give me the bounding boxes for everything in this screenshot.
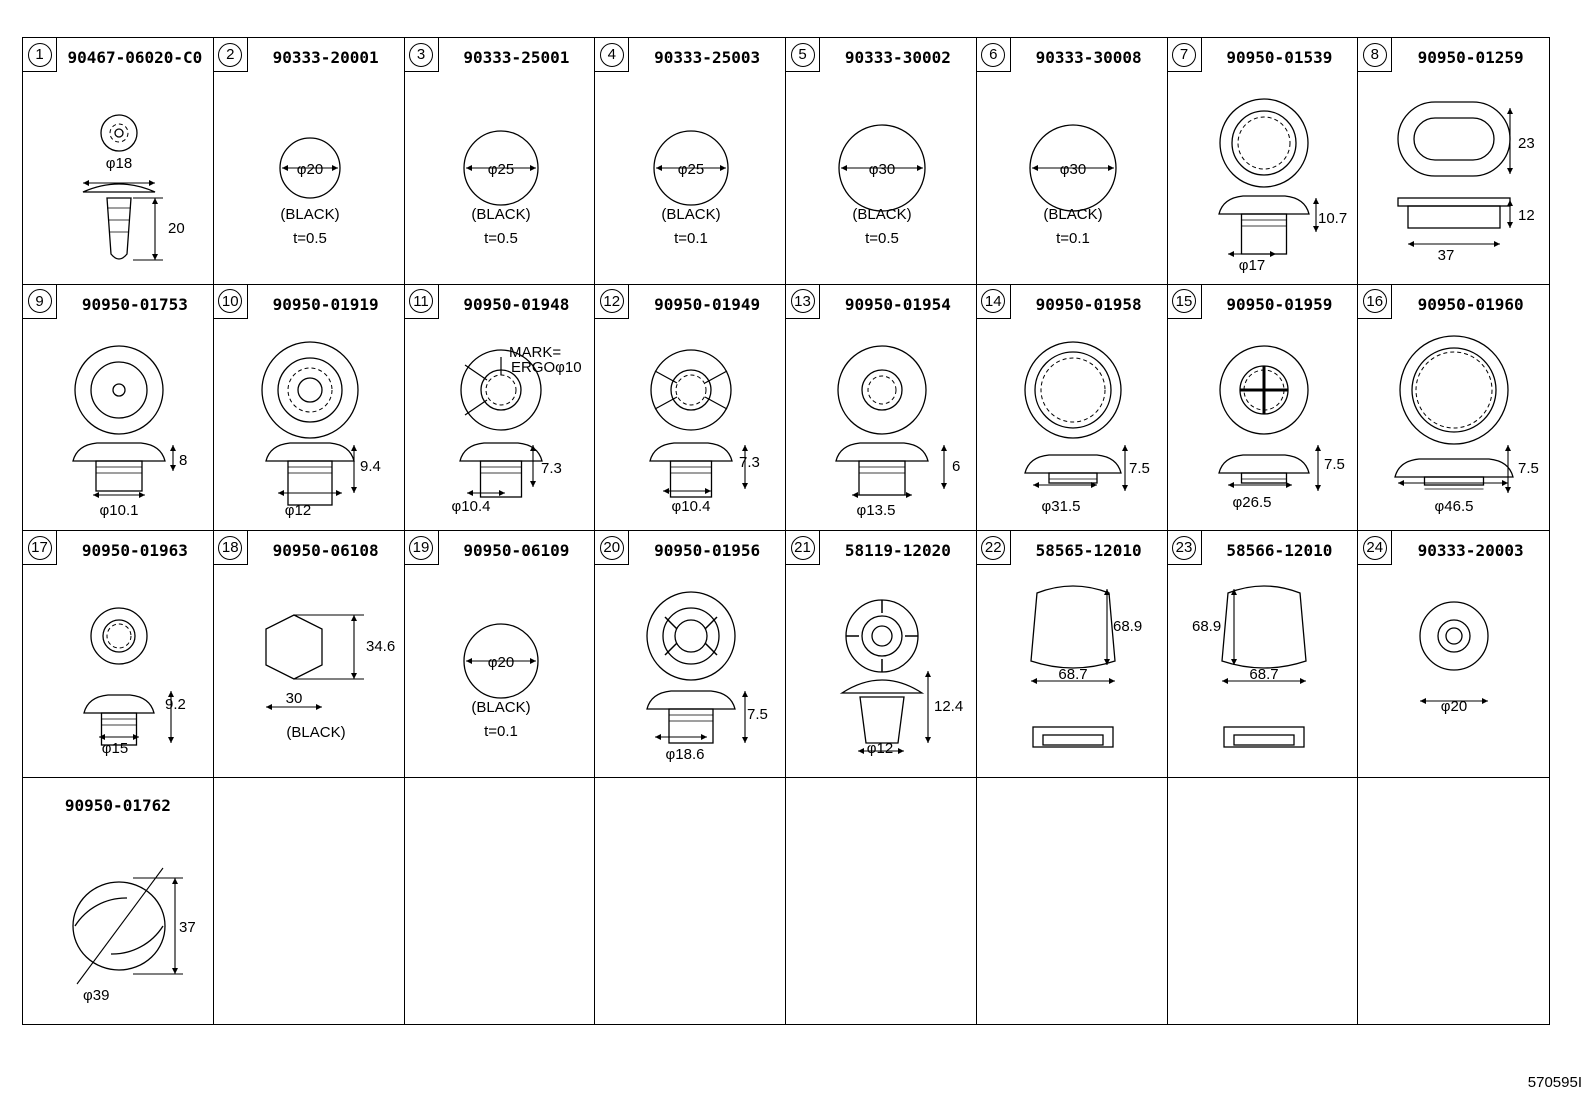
part-number: 90950-01949: [654, 294, 761, 314]
part-cell: [786, 531, 977, 778]
part-cell: [23, 38, 214, 285]
part-cell: [786, 38, 977, 285]
dimension-label: 12.4: [934, 698, 964, 715]
part-number: 90950-01259: [1417, 48, 1524, 67]
part-cell: [214, 38, 405, 285]
part-drawing: [977, 531, 1168, 778]
part-number: 58119-12020: [844, 541, 951, 560]
dimension-label: φ18: [105, 155, 133, 172]
dimension-label: 7.5: [1518, 459, 1540, 477]
dimension-label: (BLACK): [661, 206, 721, 223]
part-cell: [595, 38, 786, 285]
index-number: 17: [28, 536, 52, 560]
dimension-label: 7.5: [1128, 459, 1150, 477]
dimension-label: 12: [1518, 207, 1535, 224]
part-number: 90333-25003: [654, 48, 761, 67]
dimension-label: φ25: [678, 161, 705, 178]
empty-cell: [1168, 778, 1359, 1025]
part-number: 90950-01948: [463, 294, 570, 314]
empty-cell: [1358, 778, 1549, 1025]
dimension-label: 7.3: [739, 453, 761, 471]
dimension-label: t=0.1: [674, 230, 709, 247]
part-drawing: [595, 531, 786, 778]
part-cell: [977, 285, 1168, 532]
dimension-label: t=0.5: [292, 230, 327, 247]
empty-cell: [786, 778, 977, 1025]
part-number: 58565-12010: [1035, 541, 1142, 560]
dimension-label: (BLACK): [852, 206, 912, 223]
index-number: 18: [218, 536, 242, 560]
dimension-label: φ26.5: [1232, 493, 1271, 511]
part-number: 90950-06109: [463, 541, 570, 560]
index-number: 22: [981, 536, 1005, 560]
part-cell: [405, 531, 596, 778]
part-number: 58566-12010: [1226, 541, 1333, 560]
part-cell: [23, 285, 214, 532]
dimension-label: 37: [179, 918, 196, 936]
index-number: 21: [791, 536, 815, 560]
dimension-label: φ20: [1441, 698, 1468, 715]
part-number: 90333-20001: [272, 48, 379, 67]
dimension-label: (BLACK): [470, 206, 531, 223]
part-number: 90467-06020-C0: [67, 48, 203, 67]
dimension-label: 20: [168, 220, 185, 237]
part-cell: [1358, 531, 1549, 778]
empty-cell: [595, 778, 786, 1025]
dimension-label: φ30: [868, 161, 896, 178]
part-cell: [214, 285, 405, 532]
index-number: 16: [1363, 289, 1387, 313]
part-cell: [1168, 531, 1359, 778]
part-number: 90333-30002: [844, 48, 951, 67]
dimension-label: 8: [179, 451, 188, 469]
part-drawing: [595, 285, 786, 532]
part-number: 90333-30008: [1035, 48, 1142, 67]
dimension-label: 68.7: [1058, 666, 1088, 683]
dimension-label: 68.9: [1191, 618, 1221, 635]
part-drawing: [977, 285, 1168, 532]
index-number: 10: [218, 289, 242, 313]
part-cell: [405, 38, 596, 285]
part-drawing: [977, 38, 1168, 285]
index-number: 4: [600, 43, 624, 67]
part-cell: [595, 285, 786, 532]
empty-cell: [977, 778, 1168, 1025]
index-number: 14: [981, 289, 1005, 313]
part-number: 90950-01959: [1226, 294, 1333, 314]
dimension-label: φ18.6: [665, 746, 705, 763]
part-drawing: [1358, 531, 1549, 778]
index-number: 7: [1172, 43, 1196, 67]
dimension-label: (BLACK): [470, 699, 531, 716]
dimension-label: φ39: [83, 986, 110, 1004]
dimension-label: t=0.1: [483, 723, 518, 740]
part-number: 90950-01762: [64, 795, 171, 815]
dimension-label: ERGOφ10: [510, 358, 582, 376]
part-cell: [595, 531, 786, 778]
dimension-label: φ31.5: [1041, 497, 1081, 515]
index-number: 8: [1363, 43, 1387, 67]
dimension-label: t=0.5: [865, 230, 899, 247]
part-drawing: [214, 285, 405, 532]
dimension-label: 10.7: [1317, 210, 1347, 227]
part-cell: [1168, 285, 1359, 532]
dimension-label: 6: [952, 457, 961, 475]
dimension-label: 7.3: [540, 459, 562, 477]
part-drawing: [23, 38, 214, 285]
dimension-label: (BLACK): [1043, 206, 1103, 223]
part-drawing: [786, 531, 977, 778]
part-cell: [214, 531, 405, 778]
index-number: 1: [28, 43, 52, 67]
part-drawing: [595, 38, 786, 285]
part-number: 90950-01956: [654, 541, 761, 560]
dimension-label: 9.2: [165, 696, 186, 713]
dimension-label: 7.5: [747, 706, 769, 723]
part-drawing: [23, 531, 214, 778]
index-number: 9: [28, 289, 52, 313]
part-cell: [23, 778, 214, 1025]
index-number: 11: [409, 289, 433, 313]
part-drawing: [23, 285, 214, 532]
dimension-label: φ20: [487, 654, 514, 671]
dimension-label: φ10.4: [671, 497, 711, 515]
part-drawing: [405, 285, 596, 532]
dimension-label: 30: [285, 690, 303, 707]
part-drawing: [214, 531, 405, 778]
part-cell: [977, 531, 1168, 778]
part-drawing: [1168, 531, 1359, 778]
dimension-label: 34.6: [365, 638, 395, 655]
part-drawing: [214, 38, 405, 285]
part-number: 90950-01539: [1226, 48, 1333, 67]
empty-cell: [405, 778, 596, 1025]
dimension-label: φ17: [1238, 257, 1265, 274]
part-number: 90333-25001: [463, 48, 570, 67]
dimension-label: t=0.1: [1055, 230, 1090, 247]
part-cell: [23, 531, 214, 778]
part-drawing: [786, 285, 977, 532]
index-number: 15: [1172, 289, 1196, 313]
dimension-label: 68.9: [1112, 618, 1142, 635]
index-number: 6: [981, 43, 1005, 67]
parts-grid: [22, 37, 1550, 1025]
dimension-label: φ10.4: [451, 497, 490, 515]
dimension-label: 68.7: [1248, 666, 1279, 683]
index-number: 24: [1363, 536, 1387, 560]
dimension-label: φ15: [101, 740, 129, 757]
part-drawing: [1168, 38, 1359, 285]
dimension-label: 37: [1437, 247, 1455, 264]
part-number: 90950-01954: [844, 294, 951, 314]
dimension-label: MARK=: [508, 343, 561, 361]
part-number: 90333-20003: [1417, 541, 1524, 560]
part-cell: [405, 285, 596, 532]
index-number: 23: [1172, 536, 1196, 560]
part-cell: [1358, 38, 1549, 285]
part-cell: [786, 285, 977, 532]
index-number: 2: [218, 43, 242, 67]
part-drawing: [1358, 285, 1549, 532]
part-number: 90950-01960: [1417, 294, 1524, 314]
index-number: 3: [409, 43, 433, 67]
part-cell: [977, 38, 1168, 285]
part-drawing: [1358, 38, 1549, 285]
dimension-label: φ25: [487, 161, 514, 178]
reference-code: 570595I: [1527, 1074, 1582, 1091]
part-drawing: [405, 531, 596, 778]
index-number: 19: [409, 536, 433, 560]
part-cell: [1358, 285, 1549, 532]
part-number: 90950-01958: [1035, 294, 1142, 314]
part-drawing: [23, 778, 214, 1025]
dimension-label: φ46.5: [1434, 497, 1474, 515]
part-number: 90950-01963: [81, 541, 188, 560]
part-drawing: [405, 38, 596, 285]
part-number: 90950-01753: [81, 294, 188, 314]
index-number: 13: [791, 289, 815, 313]
dimension-label: φ12: [284, 501, 311, 519]
dimension-label: φ20: [296, 161, 323, 178]
dimension-label: 7.5: [1323, 455, 1345, 473]
index-number: 20: [600, 536, 624, 560]
index-number: 5: [791, 43, 815, 67]
empty-cell: [214, 778, 405, 1025]
dimension-label: t=0.5: [483, 230, 518, 247]
index-number: 12: [600, 289, 624, 313]
part-drawing: [1168, 285, 1359, 532]
dimension-label: 23: [1518, 135, 1535, 152]
part-number: 90950-06108: [272, 541, 379, 560]
dimension-label: φ13.5: [856, 501, 896, 519]
dimension-label: (BLACK): [280, 206, 340, 223]
part-drawing: [786, 38, 977, 285]
part-cell: [1168, 38, 1359, 285]
dimension-label: φ30: [1059, 161, 1086, 178]
part-number: 90950-01919: [272, 294, 379, 314]
dimension-label: (BLACK): [286, 724, 346, 741]
dimension-label: φ12: [866, 740, 894, 757]
dimension-label: 9.4: [359, 457, 381, 475]
dimension-label: φ10.1: [99, 501, 139, 519]
